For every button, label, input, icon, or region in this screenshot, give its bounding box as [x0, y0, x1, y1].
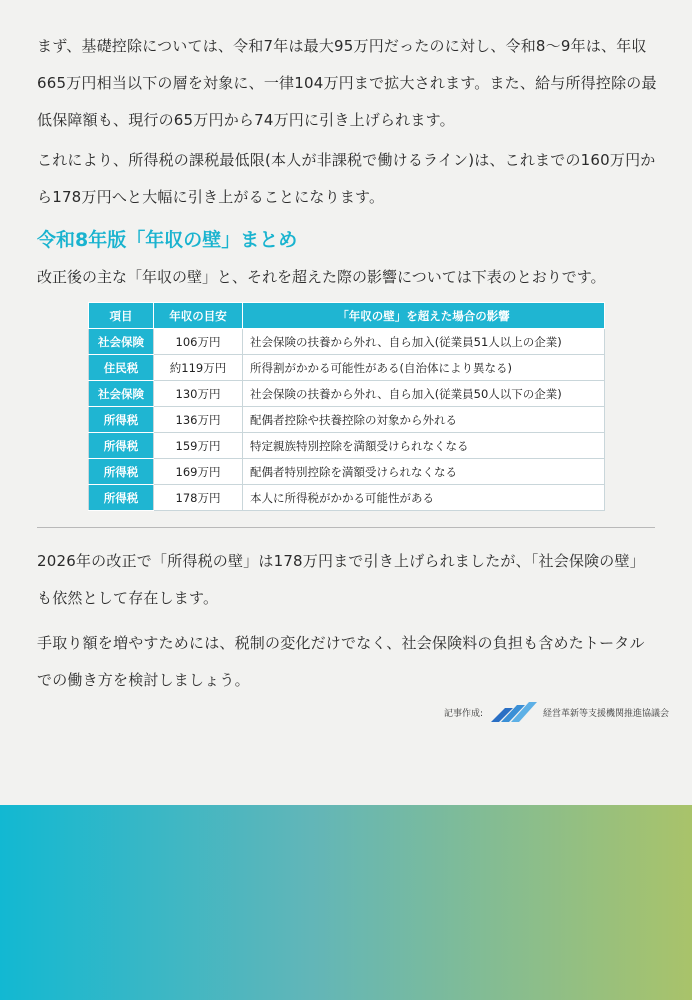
row-amount: 159万円	[154, 433, 243, 459]
table-row	[89, 355, 605, 381]
row-amount: 130万円	[154, 381, 243, 407]
row-amount: 106万円	[154, 329, 243, 355]
row-amount: 136万円	[154, 407, 243, 433]
row-effect: 本人に所得税がかかる可能性がある	[243, 485, 605, 511]
header-item: 項目	[89, 303, 154, 329]
paragraph-summary: 2026年の改正で「所得税の壁」は178万円まで引き上げられましたが、「社会保険の壁」も依然として存在します。	[37, 552, 645, 607]
table-row	[89, 485, 605, 511]
table-row	[89, 459, 605, 485]
row-effect: 配偶者特別控除を満額受けられなくなる	[243, 459, 605, 485]
credit-org: 経営革新等支援機関推進協議会	[543, 708, 670, 719]
row-category: 社会保険	[89, 329, 154, 355]
footer-gradient-band	[0, 805, 692, 1000]
section-intro: 改正後の主な「年収の壁」と、それを超えた際の影響については下表のとおりです。	[37, 268, 606, 286]
table-header-row	[89, 303, 605, 329]
section-divider	[37, 527, 655, 528]
row-effect: 所得割がかかる可能性がある(自治体により異なる)	[243, 355, 605, 381]
table-row	[89, 407, 605, 433]
row-category: 所得税	[89, 407, 154, 433]
header-effect: 「年収の壁」を超えた場合の影響	[243, 303, 605, 329]
row-effect: 社会保険の扶養から外れ、自ら加入(従業員50人以下の企業)	[243, 381, 605, 407]
credit-label: 記事作成:	[444, 708, 484, 719]
stripes-logo-icon	[491, 702, 537, 722]
row-category: 住民税	[89, 355, 154, 381]
row-effect: 特定親族特別控除を満額受けられなくなる	[243, 433, 605, 459]
row-amount: 約119万円	[154, 355, 243, 381]
row-category: 所得税	[89, 459, 154, 485]
table-row	[89, 329, 605, 355]
header-income: 年収の目安	[154, 303, 243, 329]
table-row	[89, 433, 605, 459]
row-amount: 178万円	[154, 485, 243, 511]
income-wall-table	[88, 302, 605, 511]
paragraph-tax-threshold: これにより、所得税の課税最低限(本人が非課税で働けるライン)は、これまでの160万円から178万円へと大幅に引き上がることになります。	[37, 151, 656, 206]
paragraph-basic-deduction: まず、基礎控除については、令和7年は最大95万円だったのに対し、令和8〜9年は、年収665万円相当以下の層を対象に、一律104万円まで拡大されます。また、給与所得控除の最低保障額も、現行の65万円から74万円に引き上げられます。	[37, 37, 657, 129]
row-effect: 社会保険の扶養から外れ、自ら加入(従業員51人以上の企業)	[243, 329, 605, 355]
section-heading: 令和8年版「年収の壁」まとめ	[37, 229, 298, 251]
paragraph-advice: 手取り額を増やすためには、税制の変化だけでなく、社会保険料の負担も含めたトータルでの働き方を検討しましょう。	[37, 634, 645, 689]
article-credit	[444, 700, 669, 724]
row-amount: 169万円	[154, 459, 243, 485]
row-category: 所得税	[89, 433, 154, 459]
row-category: 所得税	[89, 485, 154, 511]
table-row	[89, 381, 605, 407]
row-effect: 配偶者控除や扶養控除の対象から外れる	[243, 407, 605, 433]
row-category: 社会保険	[89, 381, 154, 407]
